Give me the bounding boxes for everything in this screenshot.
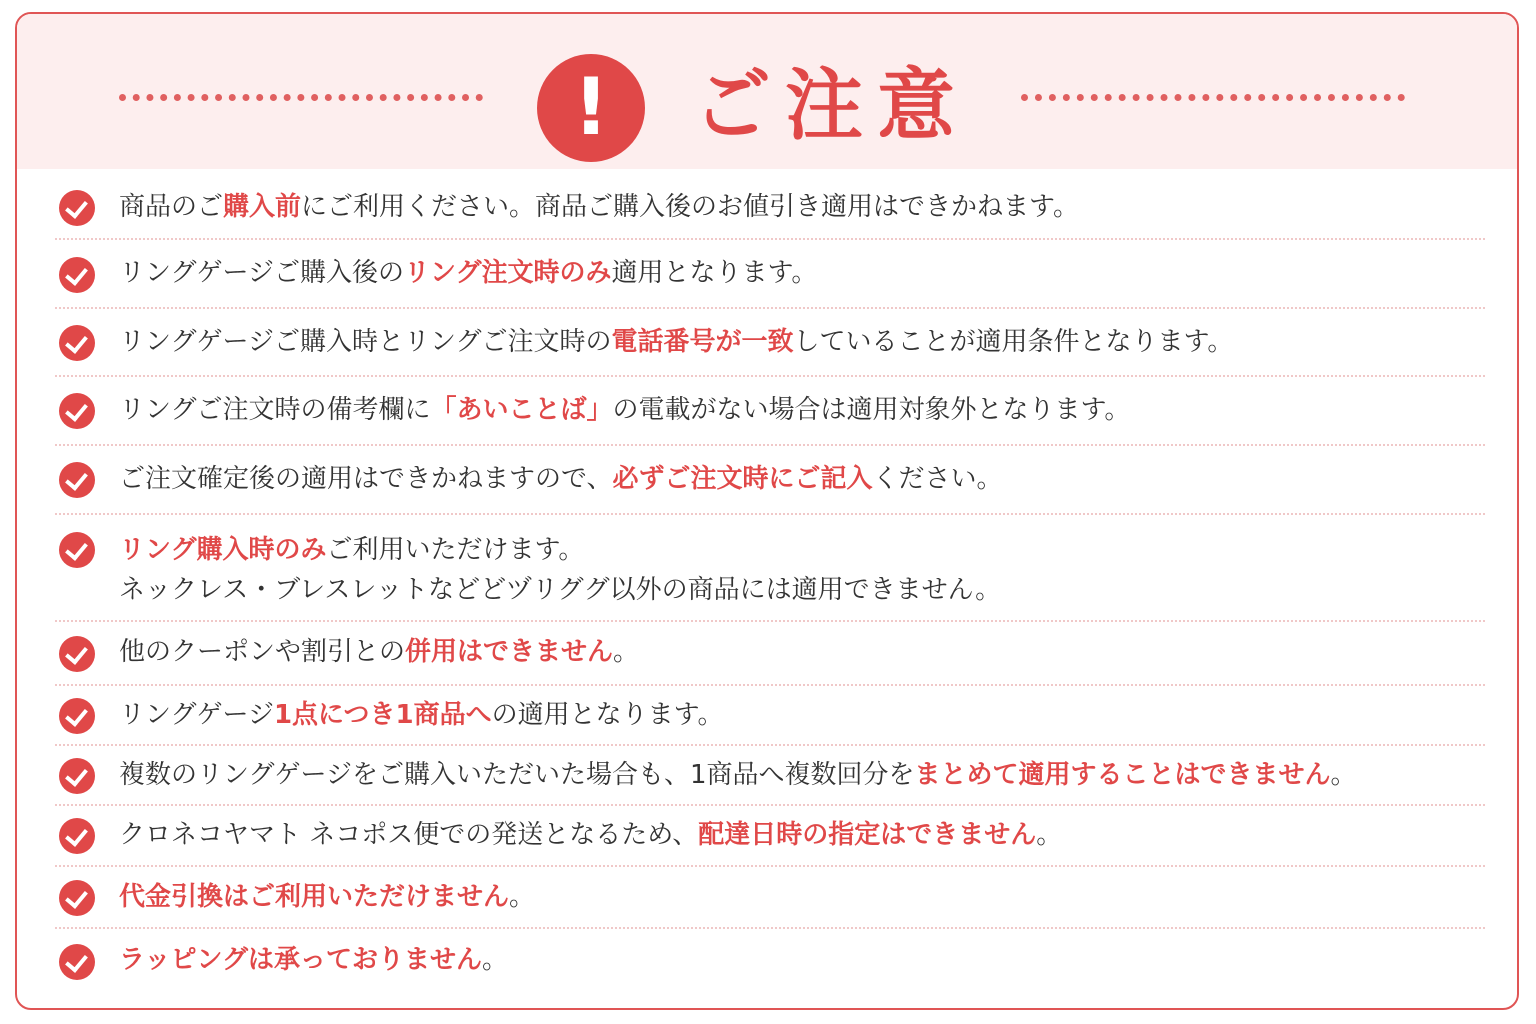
notice-item xyxy=(55,513,1485,622)
notice-item-text: 商品のご購入前にご利用ください。商品ご購入後のお値引き適用はできかねます。 xyxy=(119,192,1079,222)
exclamation-icon: ! xyxy=(537,54,645,162)
notice-item-text-line2: ネックレス・ブレスレットなどどヅリググ以外の商品には適用できません。 xyxy=(119,575,1002,605)
check-icon xyxy=(59,944,95,980)
check-icon xyxy=(59,636,95,672)
notice-header xyxy=(17,14,1517,169)
notice-item xyxy=(55,744,1485,806)
notice-item xyxy=(55,804,1485,867)
notice-item xyxy=(55,444,1485,515)
notice-item xyxy=(55,238,1485,309)
check-icon xyxy=(59,257,95,293)
check-icon xyxy=(59,758,95,794)
notice-item-text: 他のクーポンや割引との併用はできません。 xyxy=(119,637,640,667)
notice-card xyxy=(15,12,1519,1010)
notice-item-text: リングゲージ1点につき1商品への適用となります。 xyxy=(119,700,724,730)
notice-item-text: リングゲージご購入時とリングご注文時の電話番号が一致していることが適用条件となります。 xyxy=(119,327,1234,357)
notice-item-text: リング購入時のみご利用いただけます。 xyxy=(119,535,585,565)
notice-item xyxy=(55,169,1485,240)
notice-item xyxy=(55,307,1485,377)
check-icon xyxy=(59,325,95,361)
notice-title: ご注意 xyxy=(693,61,970,151)
check-icon xyxy=(59,532,95,568)
notice-item-text: ラッピングは承っておりません。 xyxy=(119,945,508,975)
notice-item-text: 複数のリングゲージをご購入いただいた場合も、1商品へ複数回分をまとめて適用することはできません。 xyxy=(119,760,1357,790)
notice-item-text: クロネコヤマト ネコポス便での発送となるため、配達日時の指定はできません。 xyxy=(119,820,1063,850)
notice-item-text: ご注文確定後の適用はできかねますので、必ずご注文時にご記入ください。 xyxy=(119,464,1003,494)
dotted-divider-left xyxy=(119,94,483,101)
check-icon xyxy=(59,393,95,429)
notice-item xyxy=(55,620,1485,686)
notice-item xyxy=(55,927,1485,997)
notice-item-text: リングご注文時の備考欄に「あいことば」の電載がない場合は適用対象外となります。 xyxy=(119,395,1131,425)
check-icon xyxy=(59,698,95,734)
notice-item-text: リングゲージご購入後のリング注文時のみ適用となります。 xyxy=(119,258,818,288)
check-icon xyxy=(59,462,95,498)
check-icon xyxy=(59,818,95,854)
notice-item xyxy=(55,865,1485,929)
notice-item xyxy=(55,375,1485,446)
notice-item xyxy=(55,684,1485,746)
dotted-divider-right xyxy=(1021,94,1405,101)
notice-item-text: 代金引換はご利用いただけません。 xyxy=(119,882,536,912)
check-icon xyxy=(59,190,95,226)
check-icon xyxy=(59,880,95,916)
